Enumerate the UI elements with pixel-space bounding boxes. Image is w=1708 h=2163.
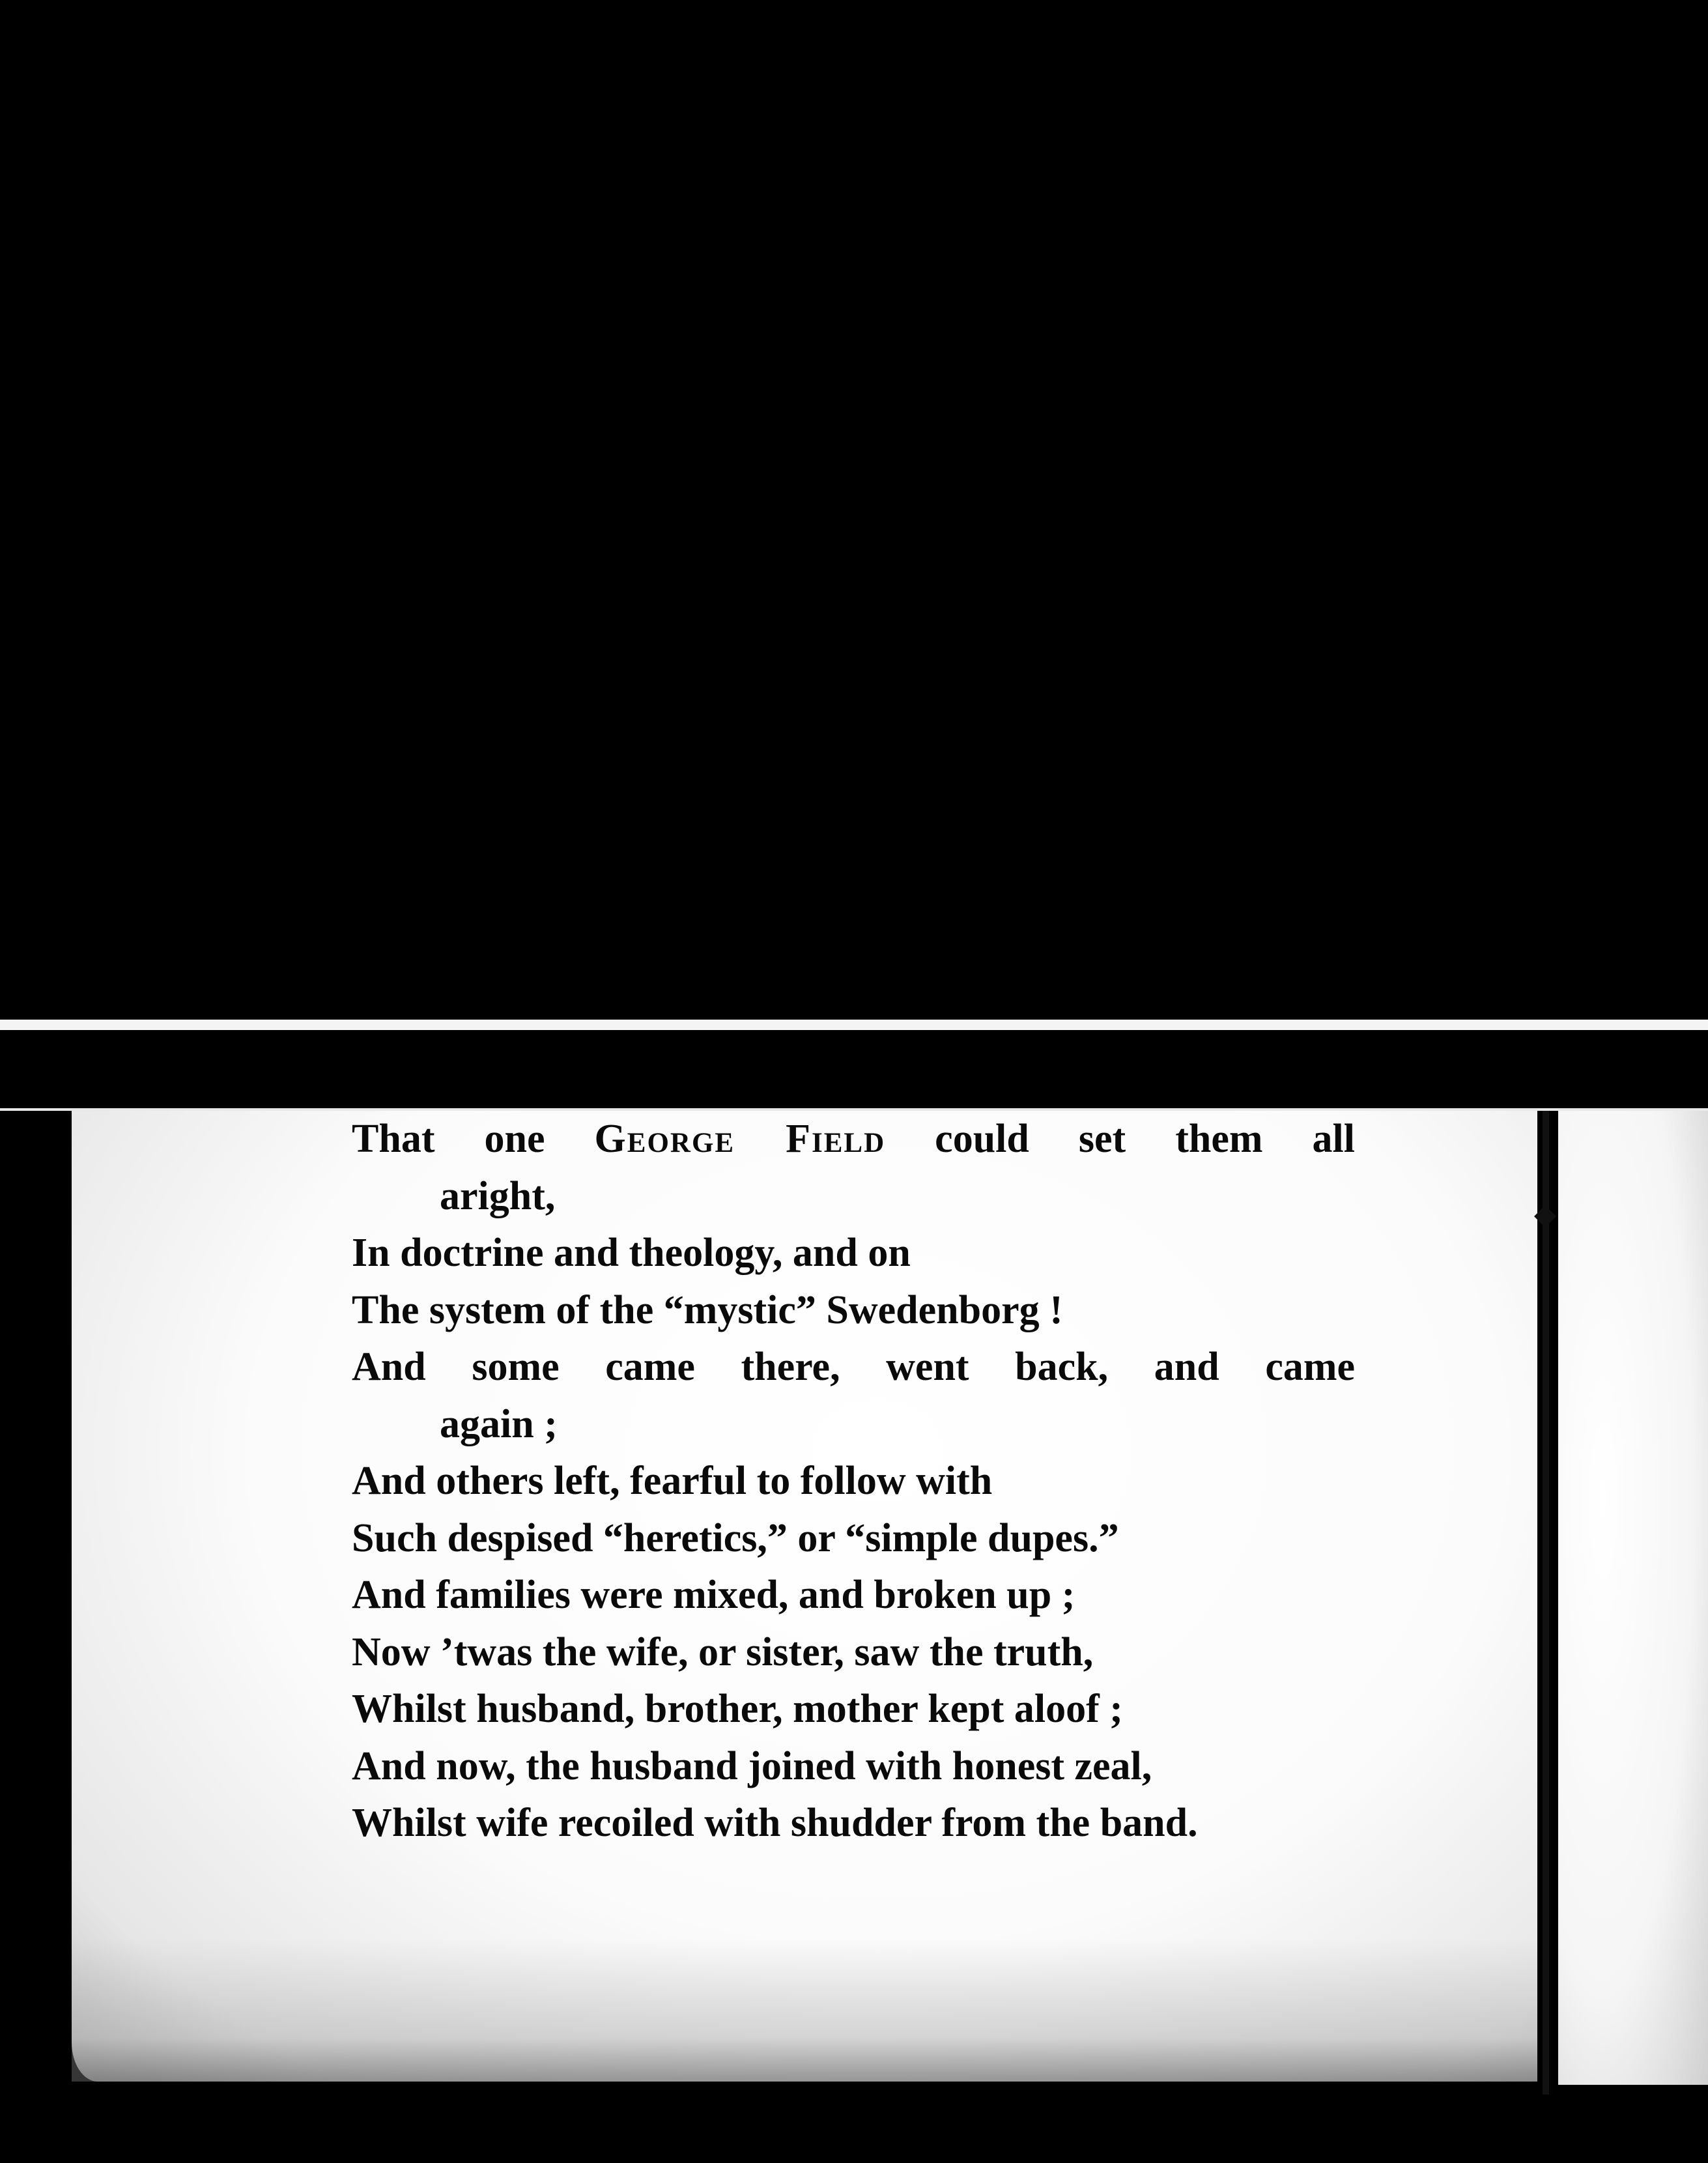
- poem-line: Whilst husband, brother, mother kept aloof ;: [352, 1687, 1123, 1731]
- poem-text-block: [352, 1111, 1355, 1852]
- right-page-edge: [1558, 1111, 1708, 2085]
- poem-line: And now, the husband joined with honest zeal,: [352, 1743, 1152, 1788]
- poem-line: Now ’twas the wife, or sister, saw the truth,: [352, 1629, 1094, 1674]
- book-gutter-line: [1543, 1111, 1549, 2095]
- gutter-mark: [1534, 1205, 1556, 1227]
- poem-line: Whilst wife recoiled with shudder from the band.: [352, 1801, 1198, 1845]
- poem-line: And some came there, went back, and came: [352, 1345, 1355, 1389]
- poem-line: Such despised “heretics,” or “simple dupes.”: [352, 1515, 1119, 1560]
- poem-line-text: could set them all: [885, 1117, 1356, 1161]
- poem-line: again ;: [440, 1401, 558, 1446]
- poem-line: aright,: [440, 1173, 556, 1218]
- black-scan-area: [0, 0, 1708, 1020]
- black-band: [0, 1030, 1708, 1108]
- poem-line-text: That one: [352, 1117, 595, 1161]
- poem-line: [352, 1111, 1355, 1168]
- poem-line: In doctrine and theology, and on: [352, 1231, 911, 1275]
- poem-line: The system of the “mystic” Swedenborg !: [352, 1287, 1063, 1332]
- poem-name-smallcaps: George Field: [594, 1117, 886, 1161]
- poem-line: And families were mixed, and broken up ;: [352, 1573, 1075, 1617]
- divider-line: [0, 1020, 1708, 1030]
- poem-line: And others left, fearful to follow with: [352, 1459, 993, 1503]
